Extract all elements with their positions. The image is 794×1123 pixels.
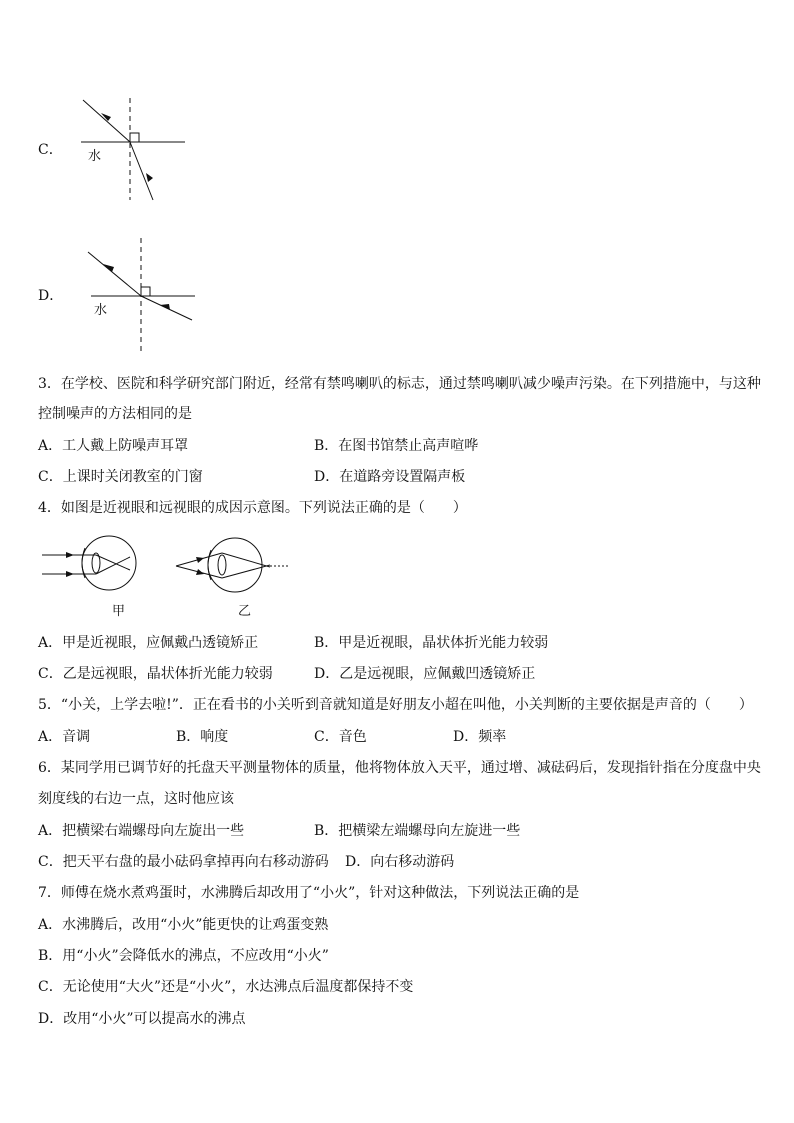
question-5-line-1: 5．“小关，上学去啦!”．正在看书的小关听到音就知道是好朋友小超在叫他，小关判断的主要依据是声音的（ ） bbox=[38, 697, 753, 713]
question-7-option-b[interactable]: B．用“小火”会降低水的沸点，不应改用“小火” bbox=[38, 948, 329, 964]
eye-yi-inner-1 bbox=[222, 553, 270, 567]
figure-d-water-label: 水 bbox=[94, 303, 108, 318]
question-3-option-c[interactable]: C．上课时关闭教室的门窗 bbox=[38, 469, 203, 485]
question-5-option-c[interactable]: C．音色 bbox=[314, 729, 367, 745]
eye-jia-arrow-2 bbox=[66, 571, 74, 577]
question-6-option-a[interactable]: A．把横梁右端螺母向左旋出一些 bbox=[38, 823, 245, 839]
option-c-label: C． bbox=[38, 142, 63, 158]
eye-yi-arrow-1 bbox=[196, 557, 204, 563]
eye-label-jia: 甲 bbox=[112, 604, 126, 619]
question-7-option-a[interactable]: A．水沸腾后，改用“小火”能更快的让鸡蛋变熟 bbox=[38, 917, 329, 933]
question-3-option-a[interactable]: A．工人戴上防噪声耳罩 bbox=[38, 438, 189, 454]
eye-jia-converge-1 bbox=[96, 555, 130, 570]
question-6-option-c[interactable]: C．把天平右盘的最小砝码拿掉再向右移动游码 bbox=[38, 854, 329, 870]
eye-jia-eyeball bbox=[82, 536, 136, 590]
question-7-line-1: 7．师傅在烧水煮鸡蛋时，水沸腾后却改用了“小火”，针对这种做法，下列说法正确的是 bbox=[38, 885, 580, 901]
question-4-option-d[interactable]: D．乙是远视眼，应佩戴凹透镜矫正 bbox=[314, 666, 536, 682]
question-3-option-b[interactable]: B．在图书馆禁止高声喧哗 bbox=[314, 438, 479, 454]
question-5-option-b[interactable]: B．响度 bbox=[176, 729, 229, 745]
question-4-line-1: 4．如图是近视眼和远视眼的成因示意图。下列说法正确的是（ ） bbox=[38, 500, 467, 516]
question-4-option-a[interactable]: A．甲是近视眼，应佩戴凸透镜矫正 bbox=[38, 635, 259, 651]
eye-yi-eyeball bbox=[208, 538, 262, 592]
eye-jia-arrow-1 bbox=[66, 552, 74, 558]
question-6-line-1: 6．某同学用已调节好的托盘天平测量物体的质量，他将物体放入天平，通过增、减砝码后，发现指针指在分度盘中央 bbox=[38, 760, 761, 776]
question-5-option-d[interactable]: D．频率 bbox=[453, 729, 507, 745]
eye-label-yi: 乙 bbox=[238, 604, 252, 619]
question-7-option-d[interactable]: D．改用“小火”可以提高水的沸点 bbox=[38, 1011, 246, 1027]
question-7-option-c[interactable]: C．无论使用“大火”还是“小火”，水达沸点后温度都保持不变 bbox=[38, 979, 414, 995]
question-3-option-d[interactable]: D．在道路旁设置隔声板 bbox=[314, 469, 466, 485]
figure-c-water-label: 水 bbox=[88, 149, 102, 164]
eye-yi-arrow-2 bbox=[196, 569, 204, 575]
option-d-label: D． bbox=[38, 288, 64, 304]
eye-yi-inner-2 bbox=[222, 565, 270, 578]
question-4-option-b[interactable]: B．甲是近视眼，晶状体折光能力较弱 bbox=[314, 635, 549, 651]
question-6-line-2: 刻度线的右边一点，这时他应该 bbox=[38, 791, 234, 807]
question-3-line-2: 控制噪声的方法相同的是 bbox=[38, 406, 192, 422]
question-6-option-d[interactable]: D．向右移动游码 bbox=[345, 854, 455, 870]
eye-jia-converge-2 bbox=[96, 557, 130, 574]
question-4-option-c[interactable]: C．乙是远视眼，晶状体折光能力较弱 bbox=[38, 666, 273, 682]
question-5-option-a[interactable]: A．音调 bbox=[38, 729, 91, 745]
eye-yi-lens bbox=[218, 555, 226, 575]
question-6-option-b[interactable]: B．把横梁左端螺母向左旋进一些 bbox=[314, 823, 521, 839]
question-3-line-1: 3．在学校、医院和科学研究部门附近，经常有禁鸣喇叭的标志，通过禁鸣喇叭减少噪声污染。在下列措施中，与这种 bbox=[38, 376, 761, 392]
